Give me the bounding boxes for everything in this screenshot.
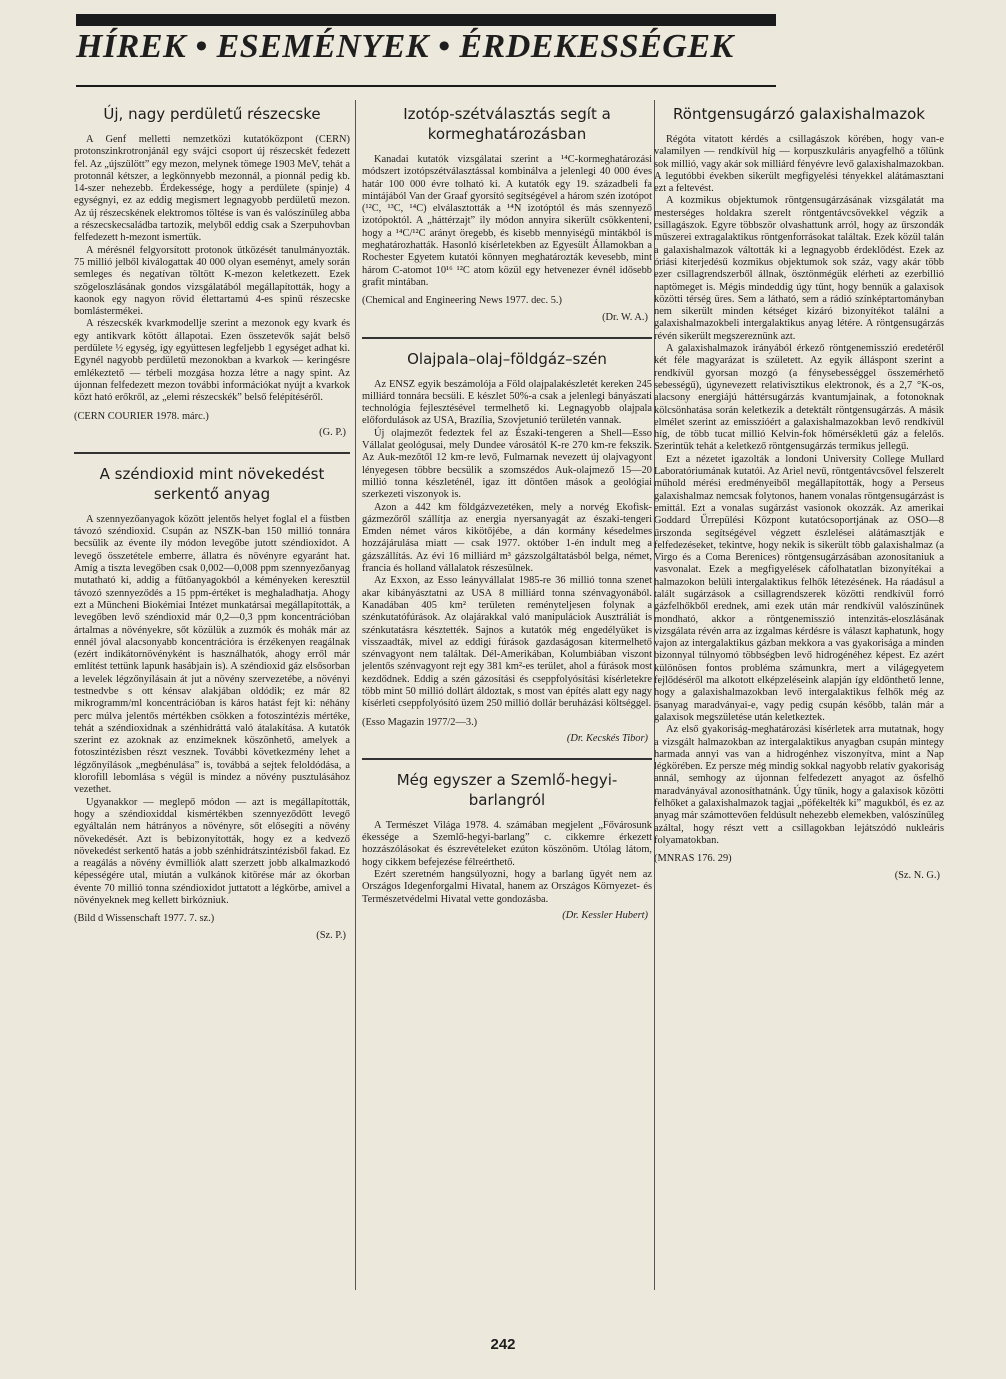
article-title: Olajpala–olaj–földgáz–szén <box>407 349 607 368</box>
article-paragraph: A kozmikus objektumok röntgensugárzásának vizsgálatát ma mesterséges holdakra szerelt röntgentávcsövekkel végzik a csillagászok. Egyre többször olvashattunk arról, hogy az űrszondák műszerei extragalaktikus röntgenforrásokat találtak. Ezek közül talán a galaxishalmazok váltották ki a legnagyobb érdeklődést. Ezek az óriási kiterjedésű kozmikus objektumok sok száz, vagy akár több ezer csillagrendszerből állnak, ösztönmégük elérheti az ezerbillió naptömeget is. Mégis mindeddig úgy tűnt, hogy bennük a galaxisok közötti térség üres. Sem a látható, sem a rádió színképtartományban nem sikerült minden kétséget kizáró bizonyítékot találni a galaxishalmazokbeli intergalaktikus anyag létére. A röntgensugárzás révén sikerült megszereznünk azt. <box>654 195 944 342</box>
column-middle <box>362 96 652 921</box>
article-title: Röntgensugárzó galaxishalmazok <box>673 105 925 123</box>
article-source: (CERN COURIER 1978. márc.) <box>74 410 209 422</box>
article-xray-clusters <box>654 104 944 881</box>
article-title: Új, nagy perdületű részecske <box>103 105 321 123</box>
article-source: (Bild d Wissenschaft 1977. 7. sz.) <box>74 913 215 925</box>
column-left <box>74 96 350 941</box>
article-paragraph: A szennyezőanyagok között jelentős helyet foglal el a füstben távozó széndioxid. Csupán az NSZK-ban 150 millió tonnára becsülik az évente ily módon levegőbe jutott széndioxidot. A levegő összetétele emberre, állatra és növényre egyaránt hat. Amíg a tiszta levegőben csak 0,002—0,008 ppm szennyezőanyag mutatható ki, addig a fűtőanyagokból a kéményeken keresztül távozó szennyeződés a 15 ppm-értéket is meghaladhatja. Ahogy ezt a Müncheni Biokémiai Intézet munkatársai megállapították, a levegőben levő széndioxid már 0,2—0,3 ppm koncentrációban ártalmas a növényekre, sőt közülük a zuzmók és mohák már az ennél jóval alacsonyabb koncentrációra is érzékenyen reagálnak (ezért indikátornövényként is használhatók, ahogy erről már említést tettünk lapunk hasábjain is). A széndioxid gáz elsősorban a levelek légzőnyílásain át jut a növény szervezetébe, a növényi testnedvbe s ott kénsav alakjában oldódik; ez már 82 mikrogramm/ml koncentrációban is káros hatást fejt ki: néhány perc múlva jelentős mértékben csökken a fotoszintézis mértéke, tehát a széndioxidnak a szénhidráttá való átalakítása. A kutatók szerint ez azoknak az enzimeknek köszönhető, amelyek a fotoszintézisben részt vesznek. További következmény lehet a légzőnyílások „megbénulása” is, továbbá a sejtek feloldódása, a klorofill lebomlása s végül is mindez a növény pusztulásához vezethet. <box>74 513 350 796</box>
article-paragraph: Régóta vitatott kérdés a csillagászok körében, hogy van-e valamilyen — rendkívül híg — korpuszkuláris anyagfelhő a tőlünk sok millió, vagy akár sok milliárd fényévre levő galaxishalmazokban. A legutóbbi években sikerült megfigyelési tényekkel alátámasztani ezt a feltevést. <box>654 134 944 195</box>
page-number: 242 <box>490 1336 516 1353</box>
article-paragraph: A Természet Világa 1978. 4. számában megjelent „Fővárosunk ékessége a Szemlő-hegyi-barlang” c. cikkemre érkezett hozzászólásokat és észrevételeket ezúton köszönöm. Utólag látom, hogy cikkem befejezése félreérthető. <box>362 819 652 868</box>
article-paragraph: A Genf melletti nemzetközi kutatóközpont (CERN) protonszinkrotronjánál egy svájci csoport új részecskét fedezett fel. Az „újszülött” egy mezon, melynek tömege 1903 MeV, tehát a protonnál kétszer, a legkönnyebb mezonnál, a pionnál pedig kb. 14-szer nehezebb. Érdekessége, hogy a perdülete (spinje) 4 egységnyi, ez az eddig megismert legnagyobb perdületű mezon. Az új részecskének elektromos töltése is van és valószínűleg abba a részecskecsaládba tartozik, melyből eddig csak a Szerpuhovban felfedezett h-mezont ismertük. <box>74 134 350 244</box>
article-signature: (Sz. P.) <box>316 929 346 941</box>
article-paragraph: Új olajmezőt fedeztek fel az Északi-tengeren a Shell—Esso Vállalat geológusai, mely Dundee városától K-re 270 km-re fekszik. Az Auk-mezőtől 12 km-re levő, Fulmarnak nevezett új olajvagyont lényegesen többre becsülik a szomszédos Auk-olajmező 15—20 millió tonna készleténél, igaz itt döntően mások a geológiai szerkezeti viszonyok is. <box>362 427 652 501</box>
article-source: (Esso Magazin 1977/2—3.) <box>362 716 478 728</box>
article-title: Izotóp-szétválasztás segít a kormeghatározásban <box>403 105 611 143</box>
column-right <box>654 96 944 881</box>
article-source: (MNRAS 176. 29) <box>654 853 732 865</box>
article-isotope <box>362 104 652 323</box>
article-oil-shale <box>362 349 652 744</box>
article-signature: (Dr. W. A.) <box>602 311 648 323</box>
article-signature: (Dr. Kessler Hubert) <box>562 909 648 921</box>
article-co2 <box>74 464 350 941</box>
article-title: A széndioxid mint növekedést serkentő anyag <box>99 464 325 503</box>
article-paragraph: Kanadai kutatók vizsgálatai szerint a ¹⁴C-kormeghatározási módszert izotópszétválasztással kombinálva a jelenlegi 40 000 éves határ 100 000 évre tolható ki. A kutatók egy 19. századbeli fa mintájából Van der Graaf gyorsító segítségével a három szén izotópot (¹²C, ¹³C, ¹⁴C) elválasztották a ¹⁴N izotóptól és más szennyező izotópoktól. A „háttérzajt” ily módon annyira sikerült csökkenteni, hogy a ¹⁴C/¹²C arányt öregebb, és kisebb mennyiségű mintákból is meghatározhatták. Hasonló kísérletekben az Egyesült Államokban a Rochester Egyetem kutatói könnyen meghatározták kevesebb, mint három C-atomot 10¹⁶ ¹²C atom közül egy hetvenezer évnél idősebb grafit mintában. <box>362 154 652 288</box>
article-cave <box>362 770 652 921</box>
article-separator <box>74 452 350 454</box>
article-paragraph: Azon a 442 km földgázvezetéken, mely a norvég Ekofisk-gázmezőről szállítja az energia nyersanyagát az északi-tengeri Emden német város kikötőjébe, a dán kormány késedelmes hozzájárulása miatt — csak 1977. október 1-én indult meg a gázszállítás. Az évi 16 milliárd m³ gázszolgáltatásból belga, német, francia és holland vállalatok részesülnek. <box>362 501 652 575</box>
article-paragraph: Az első gyakoriság-meghatározási kísérletek arra mutatnak, hogy a vizsgált halmazokban az intergalaktikus anyagban csupán mintegy harmada annyi vas van a hidrogénhez viszonyítva, mint a Nap légkörében. Ez persze még mindig sokkal nagyobb relatív gyakoriság annál, semhogy az újonnan felfedezett anyagot az ősfelhő maradványával azonosíthatnánk. Úgy tűnik, hogy a galaxisok közötti felhőket a galaxishalmazok tagjai „pöfékelték ki” magukból, és ez az anyag már számottevően feldúsult nehezebb elemekben, valószínűleg azáltal, hogy részt vett a csillagokban lejátszódó nukleáris folyamatokban. <box>654 724 944 846</box>
article-separator <box>362 758 652 760</box>
article-signature: (Sz. N. G.) <box>894 869 940 881</box>
article-signature: (G. P.) <box>319 426 346 438</box>
article-paragraph: Ezért szeretném hangsúlyozni, hogy a barlang ügyét nem az Országos Idegenforgalmi Hivatal, hanem az Országos Környezet- és Természetvédelmi Hivatal vette gondozásba. <box>362 869 652 905</box>
article-paragraph: A részecskék kvarkmodellje szerint a mezonok egy kvark és egy antikvark kötött állapotai. Ezen összetevők saját belső perdülete ½ egység, így együttesen legfeljebb 1 egységet adhat ki. Egynél nagyobb perdületű mezonokban a kvarkok — keringésre emlékeztető — térbeli mozgása hozza létre a nagy spint. Az újonnan felfedezett mezon további információkat nyújt a kvarkok közt ható erőkről, az „elemi részecskék” belső felépítéséről. <box>74 318 350 404</box>
article-new-particle <box>74 104 350 438</box>
masthead-title: HÍREK • ESEMÉNYEK • ÉRDEKESSÉGEK <box>76 28 734 65</box>
article-paragraph: A galaxishalmazok irányából érkező röntgenemisszió eredetéről két féle magyarázat is született. Az egyik álláspont szerint a rendkívül gyorsan mozgó (a fénysebességgel összemérhető sebességű), úgynevezett relativisztikus elektronok, és a 2,7 °K-os, alacsony energiájú háttérsugárzás kvantumjainak, a fotonoknak kölcsönhatása során keletkezik a detektált röntgensugárzás. A másik elmélet szerint az emisszióért a galaxishalmazokban levő rendkívül híg, de több tucat millió Kelvin-fok hőmérsékletű gáz a felelős. Szerintük tehát a keletkező röntgensugárzás termikus jellegű. <box>654 343 944 453</box>
article-paragraph: A mérésnél felgyorsított protonok ütközését tanulmányozták. 75 millió jelből kiválogattak 40 000 olyan eseményt, amely során semleges és negatívan töltött K-mezon keletkezett. Ezek szögeloszlásának gondos vizsgálatából megállapították, hogy a kaonok egy nagyon rövid élettartamú 4-es spinű részecske bomlástermékei. <box>74 244 350 318</box>
article-title: Még egyszer a Szemlő-hegyi-barlangról <box>396 770 618 809</box>
article-separator <box>362 337 652 339</box>
article-paragraph: Ezt a nézetet igazolták a londoni University College Mullard Laboratóriumának kutatói. Az Ariel nevű, röntgentávcsővel felszerelt műhold mérési eredményeiből megállapították, hogy a Perseus galaxishalmaz nemcsak folytonos, hanem vonalas röntgensugárzást is emittál. Ezt a vonalas sugárzást vasionok okozzák. Az amerikai Goddard Űrrepülési Központ kutatócsoportjának az OSO—8 űrszonda segítségével végzett észlelései alátámasztják e felfedezéseket, tekintve, hogy nekik is sikerült több galaxishalmaz (a Virgo és a Coma Berenices) röntgensugárzásában azonosítaniuk a vasvonalat. Ezek a megfigyelések cáfolhatatlan bizonyítékai a halmazokon belüli intergalaktikus felhők létezésének. Ha ráadásul a talált sugárzások a csillagrendszerek közötti rendkívül forró gázfelhőkből erednek, ami ezek után már rendkívül valószínűnek mondható, akkor a röntgenemisszió intenzitás-eloszlásának vizsgálata révén arra az izgalmas kérdésre is választ kaphatunk, hogy vajon az intergalaktikus gázban mekkora a vas gyakorisága a minden bizonnyal túlnyomó többségben levő hidrogénéhez képest. Ez azért különösen fontos probléma számunkra, mert a világegyetem fejlődéséről ma alkotott elképzeléseink alapján így eldönthető lenne, hogy a galaxishalmazokban levő intergalaktikus felhők még az ősanyag maradványai-e, vagy pedig csupán később, talán már a galaxisok megszületése után keletkeztek. <box>654 453 944 723</box>
header-rule <box>76 85 776 87</box>
header-bar <box>76 14 776 26</box>
article-paragraph: Az ENSZ egyik beszámolója a Föld olajpalakészletét kereken 245 milliárd tonnára becsüli. E készlet 50%-a csak a jelenlegi bányászati technológia fejlesztésével termelhető ki. Legnagyobb olajpala előfordulások az USA, Brazília, Szovjetunió területén vannak. <box>362 378 652 427</box>
article-source: (Chemical and Engineering News 1977. dec. 5.) <box>362 295 562 307</box>
column-divider <box>355 100 356 1290</box>
article-paragraph: Az Exxon, az Esso leányvállalat 1985-re 36 millió tonna szenet akar kibányásztatni az USA 8 milliárd tonna szénvagyonából. Kanadában 405 km² területen reményteljesen folynak a szénkutatófúrások. Az olajárakkal való manipuláciok Ausztráliát is szénkutatásra késztették. Sajnos a kutatók még engedélyüket is visszaadták, mivel az eddigi fúrások gazdaságosan kitermelhető szénvagyont nem találtak. Dél-Amerikában, Kolumbiában viszont jelentős szénvagyont rejt egy 381 km²-es terület, ahol a fúrások most kezdődnek. Eddig a szén gázosítási és cseppfolyósítási kísérletekre több mint 50 millió dollárt áldoztak, s most van építés alatt egy nagy kísérleti cseppfolyósító üzem 250 millió dollár beruházási költséggel. <box>362 575 652 710</box>
article-signature: (Dr. Kecskés Tibor) <box>566 732 648 744</box>
article-paragraph: Ugyanakkor — meglepő módon — azt is megállapították, hogy a széndioxiddal kismértékben szennyeződött levegő egyáltalán nem hátrányos a növényre, sőt elősegíti a növény növekedését. Azt is bebizonyították, hogy ez a kedvező növekedést serkentő hatás a jobb szénhidrátszintézisből fakad. Ez a reagálás a növény évmilliók alatt szerzett jobb alkalmazkodó képességére utal, miután a vulkánok kitörése már az ókorban évente 70 millió tonna széndioxidot juttatott a légkörbe, amivel a növényeknek meg kellett birkózniuk. <box>74 796 350 907</box>
